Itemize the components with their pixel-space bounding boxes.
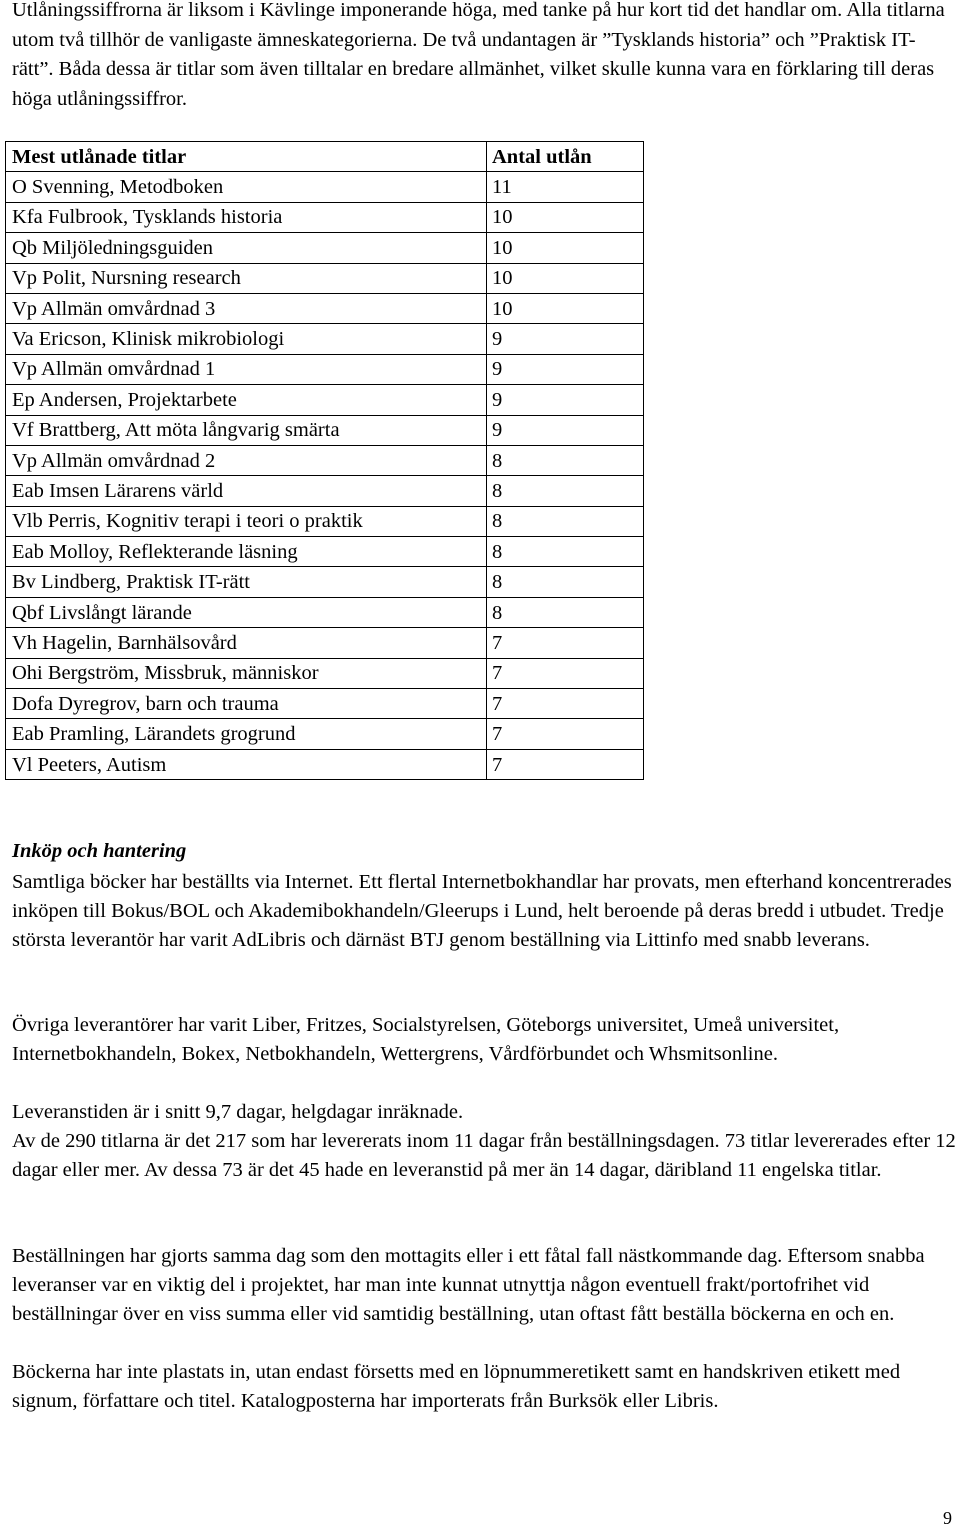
title-cell: Dofa Dyregrov, barn och trauma (6, 689, 487, 719)
loan-count-cell: 10 (487, 293, 644, 323)
table-row (6, 719, 644, 749)
column-header-title: Mest utlånade titlar (6, 142, 487, 172)
title-cell: Vl Peeters, Autism (6, 749, 487, 779)
loan-count-cell: 11 (487, 172, 644, 202)
title-cell: Qbf Livslångt lärande (6, 597, 487, 627)
title-cell: Kfa Fulbrook, Tysklands historia (6, 202, 487, 232)
table-row (6, 415, 644, 445)
title-cell: Vp Allmän omvårdnad 1 (6, 354, 487, 384)
table-row (6, 567, 644, 597)
paragraph-ordering: Beställningen har gjorts samma dag som den mottagits eller i ett fåtal fall nästkommande dag. Eftersom snabba leveranser var en viktig del i projektet, har man inte kunnat utnyttja någon eventuell frakt/portofrihet vid beställningar över en viss summa eller vid samtidig beställning, utan oftast fått beställa böckerna en och en. (12, 1245, 925, 1325)
title-cell: Vp Allmän omvårdnad 3 (6, 293, 487, 323)
paragraph-delivery-stats: Av de 290 titlarna är det 217 som har levererats inom 11 dagar från beställningsdagen. 73 titlar levererades efter 12 dagar eller mer. Av dessa 73 är det 45 hade en leveranstid på mer än 14 dagar, däribland 11 engelska titlar. (12, 1130, 956, 1181)
loan-count-cell: 7 (487, 689, 644, 719)
table-row (6, 597, 644, 627)
loan-count-cell: 10 (487, 233, 644, 263)
loan-count-cell: 8 (487, 476, 644, 506)
column-header-loans: Antal utlån (487, 142, 644, 172)
table-row (6, 324, 644, 354)
table-row (6, 658, 644, 688)
loan-count-cell: 7 (487, 658, 644, 688)
title-cell: Eab Molloy, Reflekterande läsning (6, 537, 487, 567)
loan-count-cell: 8 (487, 597, 644, 627)
title-cell: Vf Brattberg, Att möta långvarig smärta (6, 415, 487, 445)
table-row (6, 385, 644, 415)
paragraph-other-suppliers: Övriga leverantörer har varit Liber, Fritzes, Socialstyrelsen, Göteborgs universitet, Umeå universitet, Internetbokhandeln, Bokex, Netbokhandeln, Wettergrens, Vårdförbundet och Whsmitsonline. (12, 1014, 840, 1065)
loan-count-cell: 10 (487, 263, 644, 293)
table-body (6, 172, 644, 780)
loan-count-cell: 7 (487, 749, 644, 779)
title-cell: Eab Pramling, Lärandets grogrund (6, 719, 487, 749)
loan-count-cell: 9 (487, 354, 644, 384)
table-header-row (6, 142, 644, 172)
loan-count-cell: 7 (487, 719, 644, 749)
paragraph-labelling: Böckerna har inte plastats in, utan endast försetts med en löpnummeretikett samt en handskriven etikett med signum, författare och titel. Katalogposterna har importerats från Burksök eller Libris. (12, 1361, 901, 1412)
table-row (6, 689, 644, 719)
table-row (6, 749, 644, 779)
title-cell: Vlb Perris, Kognitiv terapi i teori o praktik (6, 506, 487, 536)
loan-count-cell: 8 (487, 445, 644, 475)
loan-count-cell: 7 (487, 628, 644, 658)
most-borrowed-table (5, 141, 644, 780)
loan-count-cell: 9 (487, 415, 644, 445)
loan-count-cell: 10 (487, 202, 644, 232)
table-row (6, 537, 644, 567)
title-cell: Qb Miljöledningsguiden (6, 233, 487, 263)
table-row (6, 628, 644, 658)
title-cell: Ep Andersen, Projektarbete (6, 385, 487, 415)
loan-count-cell: 9 (487, 385, 644, 415)
table-row (6, 354, 644, 384)
table-row (6, 293, 644, 323)
table-row (6, 476, 644, 506)
loan-count-cell: 9 (487, 324, 644, 354)
title-cell: Vp Polit, Nursning research (6, 263, 487, 293)
title-cell: Vp Allmän omvårdnad 2 (6, 445, 487, 475)
loan-count-cell: 8 (487, 567, 644, 597)
title-cell: Eab Imsen Lärarens värld (6, 476, 487, 506)
table-row (6, 445, 644, 475)
table-row (6, 506, 644, 536)
table-row (6, 233, 644, 263)
title-cell: Va Ericson, Klinisk mikrobiologi (6, 324, 487, 354)
table-row (6, 172, 644, 202)
loan-count-cell: 8 (487, 506, 644, 536)
title-cell: Bv Lindberg, Praktisk IT-rätt (6, 567, 487, 597)
section-heading: Inköp och hantering (12, 840, 187, 862)
loan-count-cell: 8 (487, 537, 644, 567)
title-cell: Ohi Bergström, Missbruk, människor (6, 658, 487, 688)
title-cell: Vh Hagelin, Barnhälsovård (6, 628, 487, 658)
table-row (6, 263, 644, 293)
page-number: 9 (943, 1508, 952, 1528)
paragraph-purchasing: Samtliga böcker har beställts via Internet. Ett flertal Internetbokhandlar har provats, men efterhand koncentrerades inköpen till Bokus/BOL och Akademibokhandeln/Gleerups i Lund, helt beroende på deras bredd i utbudet. Tredje största leverantör har varit AdLibris och därnäst BTJ genom beställning via Littinfo med snabb leverans. (12, 871, 952, 951)
paragraph-delivery-time: Leveranstiden är i snitt 9,7 dagar, helgdagar inräknade. (12, 1101, 464, 1123)
title-cell: O Svenning, Metodboken (6, 172, 487, 202)
intro-paragraph: Utlåningssiffrorna är liksom i Kävlinge imponerande höga, med tanke på hur kort tid det handlar om. Alla titlarna utom två tillhör de vanligaste ämneskategorierna. De två undantagen är ”Tysklands historia” och ”Praktisk IT-rätt”. Båda dessa är titlar som även tilltalar en bredare allmänhet, vilket skulle kunna vara en förklaring till deras höga utlåningssiffror. (12, 0, 945, 110)
table-row (6, 202, 644, 232)
